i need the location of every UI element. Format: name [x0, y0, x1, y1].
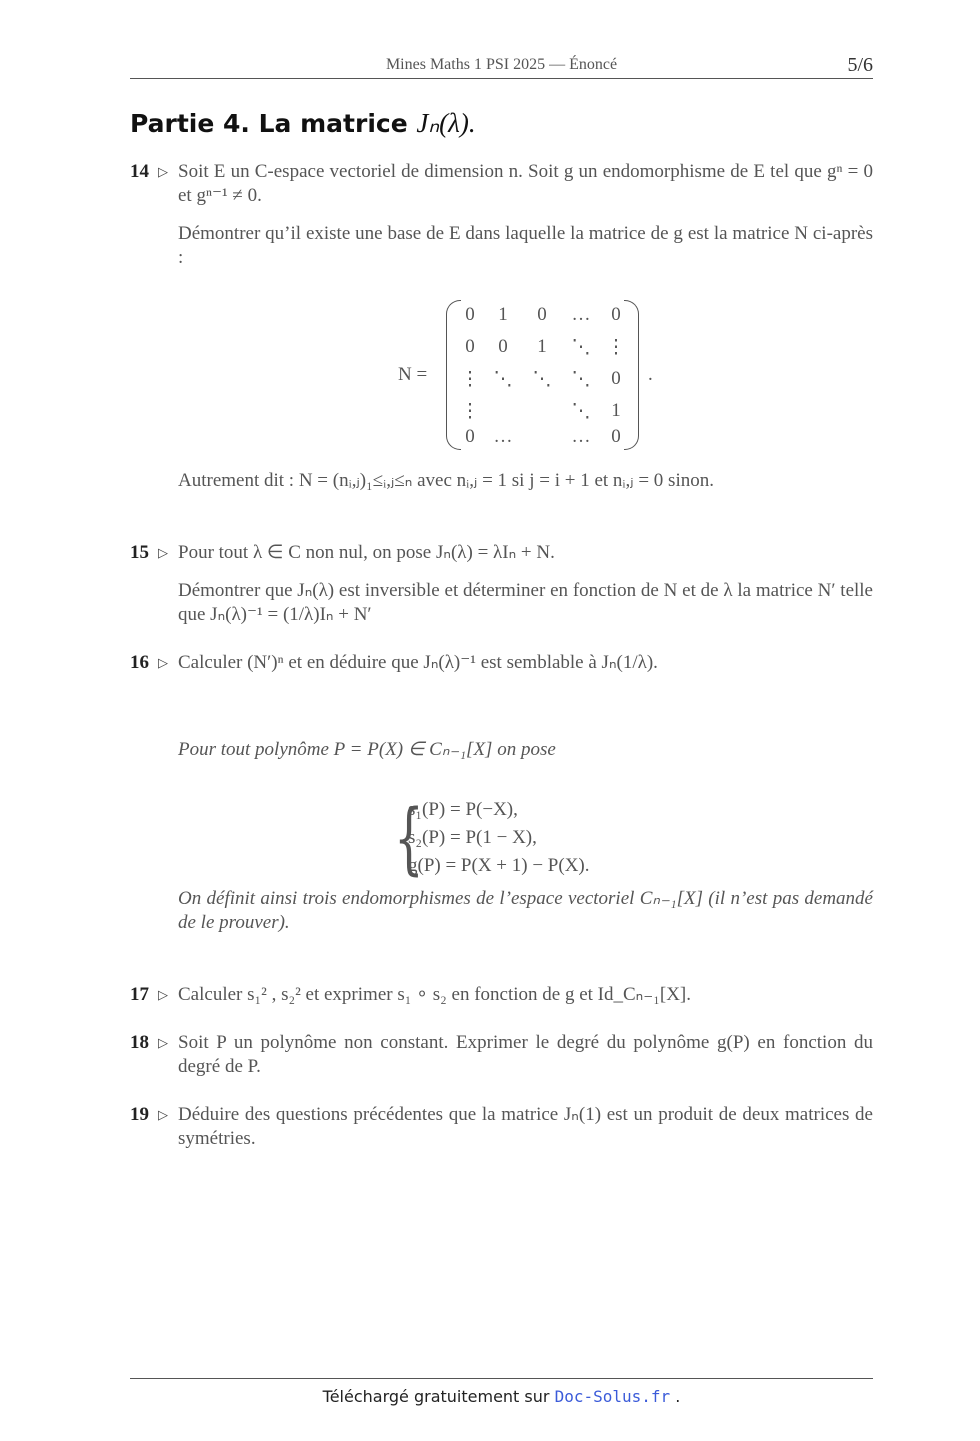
question-text: Calculer s₁² , s₂² et exprimer s₁ ∘ s₂ en fonction de g et Id_Cₙ₋₁[X]. [178, 984, 691, 1005]
matrix-entry: 0 [465, 426, 475, 447]
definition-note: On définit ainsi trois endomorphismes de l’espace vectoriel Cₙ₋₁[X] (il n’est pas demandé de le prouver). [178, 888, 873, 933]
question-number: 16 [130, 652, 149, 673]
page-footer [130, 1378, 873, 1406]
matrix-label: N = [398, 364, 428, 385]
triangle-icon: ▷ [158, 987, 168, 1002]
brace-icon: { [394, 794, 424, 884]
footer-end: . [675, 1387, 681, 1406]
question-text: Autrement dit : N = (nᵢ,ⱼ)₁≤ᵢ,ⱼ≤ₙ avec nᵢ,ⱼ = 1 si j = i + 1 et nᵢ,ⱼ = 0 sinon. [178, 470, 714, 491]
matrix-entry: 0 [611, 368, 621, 389]
definition-system [394, 794, 590, 884]
question-17 [130, 983, 873, 1021]
question-16 [130, 651, 873, 689]
page-number: 5/6 [847, 54, 873, 76]
question-number: 17 [130, 984, 149, 1005]
matrix-entry: 0 [465, 336, 475, 357]
question-text: Calculer (N′)ⁿ et en déduire que Jₙ(λ)⁻¹ est semblable à Jₙ(1/λ). [178, 652, 658, 673]
matrix-entry: … [571, 304, 591, 325]
triangle-icon: ▷ [158, 1107, 168, 1122]
question-number: 14 [130, 161, 149, 182]
matrix-entry: 0 [498, 336, 508, 357]
matrix-entry: ⋮ [606, 337, 626, 358]
triangle-icon: ▷ [158, 164, 168, 179]
question-text: Soit P un polynôme non constant. Exprimer le degré du polynôme g(P) en fonction du degré de P. [178, 1032, 873, 1077]
triangle-icon: ▷ [158, 1035, 168, 1050]
footer-text: Téléchargé gratuitement sur [322, 1387, 550, 1406]
part-heading [130, 108, 476, 139]
matrix-entry: … [493, 426, 513, 447]
page-header [130, 52, 873, 79]
matrix-entry: 0 [611, 426, 621, 447]
matrix-entry: ⋱ [493, 369, 513, 390]
triangle-icon: ▷ [158, 655, 168, 670]
part-label: Partie 4. La matrice [130, 109, 408, 138]
matrix-entry: ⋱ [571, 369, 591, 390]
question-text: Démontrer qu’il existe une base de E dans laquelle la matrice de g est la matrice N ci-après : [178, 223, 873, 268]
matrix-entry: ⋮ [460, 369, 480, 390]
question-15 [130, 541, 873, 641]
question-19 [130, 1103, 873, 1165]
question-text: Démontrer que Jₙ(λ) est inversible et déterminer en fonction de N et de λ la matrice N′ telle que Jₙ(λ)⁻¹ = (1/λ)Iₙ + N′ [178, 580, 873, 625]
system-line: g(P) = P(X + 1) − P(X). [408, 855, 590, 876]
question-number: 15 [130, 542, 149, 563]
matrix-entry: 1 [498, 304, 508, 325]
question-text: Pour tout λ ∈ C non nul, on pose Jₙ(λ) = λIₙ + N. [178, 542, 555, 563]
question-14 [130, 160, 873, 284]
question-text: Soit E un C-espace vectoriel de dimension n. Soit g un endomorphisme de E tel que gⁿ = 0 et gⁿ⁻¹ ≠ 0. [178, 161, 873, 206]
matrix-entry: ⋱ [571, 337, 591, 358]
matrix-entry: 0 [537, 304, 547, 325]
system-line: s₂(P) = P(1 − X), [408, 827, 537, 848]
header-title: Mines Maths 1 PSI 2025 — Énoncé [385, 56, 618, 73]
matrix-period: . [648, 364, 653, 385]
matrix-entry: 0 [465, 304, 475, 325]
intro-text: Pour tout polynôme P = P(X) ∈ Cₙ₋₁[X] on pose [178, 739, 556, 760]
system-line: s₁(P) = P(−X), [408, 799, 518, 820]
question-number: 19 [130, 1104, 149, 1125]
matrix-entry: ⋱ [571, 401, 591, 422]
matrix-entry: ⋮ [460, 401, 480, 422]
matrix-entry: 1 [537, 336, 547, 357]
question-text: Déduire des questions précédentes que la matrice Jₙ(1) est un produit de deux matrices de symétries. [178, 1104, 873, 1149]
matrix-entry: 0 [611, 304, 621, 325]
question-18 [130, 1031, 873, 1093]
triangle-icon: ▷ [158, 545, 168, 560]
part-math: Jₙ(λ). [416, 108, 476, 138]
matrix-N [398, 300, 658, 450]
matrix-entry: 1 [611, 400, 621, 421]
question-number: 18 [130, 1032, 149, 1053]
matrix-entry: ⋱ [532, 369, 552, 390]
footer-link[interactable]: Doc-Solus.fr [554, 1387, 671, 1406]
matrix-entry: … [571, 426, 591, 447]
